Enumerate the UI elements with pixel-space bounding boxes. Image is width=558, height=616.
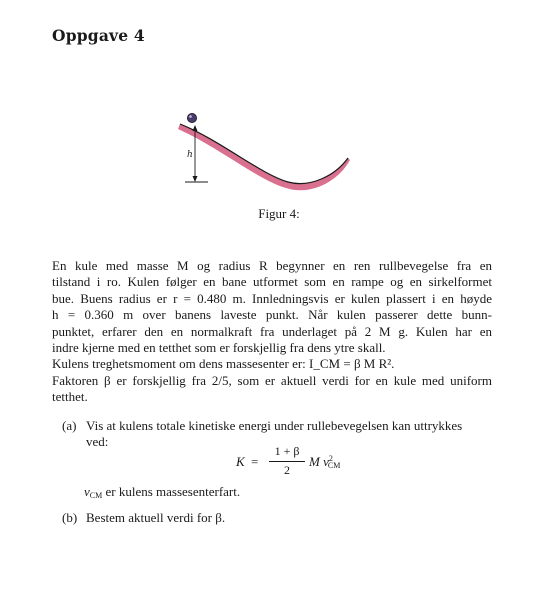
subquestion-a-line1: Vis at kulens totale kinetiske energi under rullebevegelsen kan uttrykkes	[86, 418, 463, 433]
track-fill	[178, 124, 350, 190]
formula-fraction-bar	[269, 461, 305, 462]
vcm-definition	[84, 484, 240, 500]
vcm-text: er kulens massesenterfart.	[105, 484, 241, 499]
height-arrow-head-top	[193, 125, 198, 131]
paragraph-line: tetthet.	[52, 389, 88, 405]
ramp-figure	[170, 108, 360, 192]
ball-highlight	[189, 115, 192, 118]
paragraph-line: Kulens treghetsmoment om dens massesenter er: I_CM = β M R².	[52, 356, 395, 372]
formula-rhs-factor: M v	[309, 454, 329, 469]
paragraph-line: punktet, erfarer den en normalkraft fra underlaget på 2 M g. Kulen har en	[52, 323, 492, 339]
paragraph-line: indre kjerne med en tetthet som er forskjellig fra dens ytre skall.	[52, 340, 386, 356]
subquestion-b	[62, 510, 502, 528]
formula-equals: =	[251, 454, 259, 469]
kinetic-energy-formula	[236, 444, 356, 480]
formula-lhs: K	[236, 454, 245, 469]
paragraph-line: h = 0.360 m over banens laveste punkt. Når kulen passerer dette bunn-	[52, 307, 492, 323]
subquestion-a-label: (a)	[62, 418, 77, 433]
formula-rhs-sub: CM	[327, 461, 341, 470]
ball	[187, 113, 196, 122]
formula-numerator: 1 + β	[274, 444, 300, 458]
subquestion-b-label: (b)	[62, 510, 78, 525]
paragraph-line: En kule med masse M og radius R begynner en ren rullbevegelse fra en	[52, 258, 492, 273]
paragraph-line: Faktoren β er forskjellig fra 2/5, som er aktuell verdi for en kule med uniform	[52, 372, 492, 388]
paragraph-line: tilstand i ro. Kulen følger en bane utformet som en rampe og en sirkelformet	[52, 274, 492, 290]
formula-denominator: 2	[284, 463, 290, 477]
problem-paragraph	[52, 258, 492, 406]
subquestion-a-line2: ved:	[86, 434, 109, 449]
formula-rhs	[309, 454, 340, 470]
height-arrow-head-bottom	[193, 176, 198, 182]
paragraph-line: bue. Buens radius er r = 0.480 m. Innledningsvis er kulen plassert i en høyde	[52, 290, 492, 306]
subquestion-b-text: Bestem aktuell verdi for β.	[86, 510, 226, 525]
section-heading: Oppgave 4	[52, 26, 145, 45]
vcm-symbol: v	[84, 484, 90, 499]
formula-rhs-sup: 2	[328, 454, 333, 463]
vcm-subscript: CM	[89, 491, 103, 500]
figure-caption: Figur 4:	[258, 206, 300, 221]
height-label: h	[187, 150, 193, 160]
